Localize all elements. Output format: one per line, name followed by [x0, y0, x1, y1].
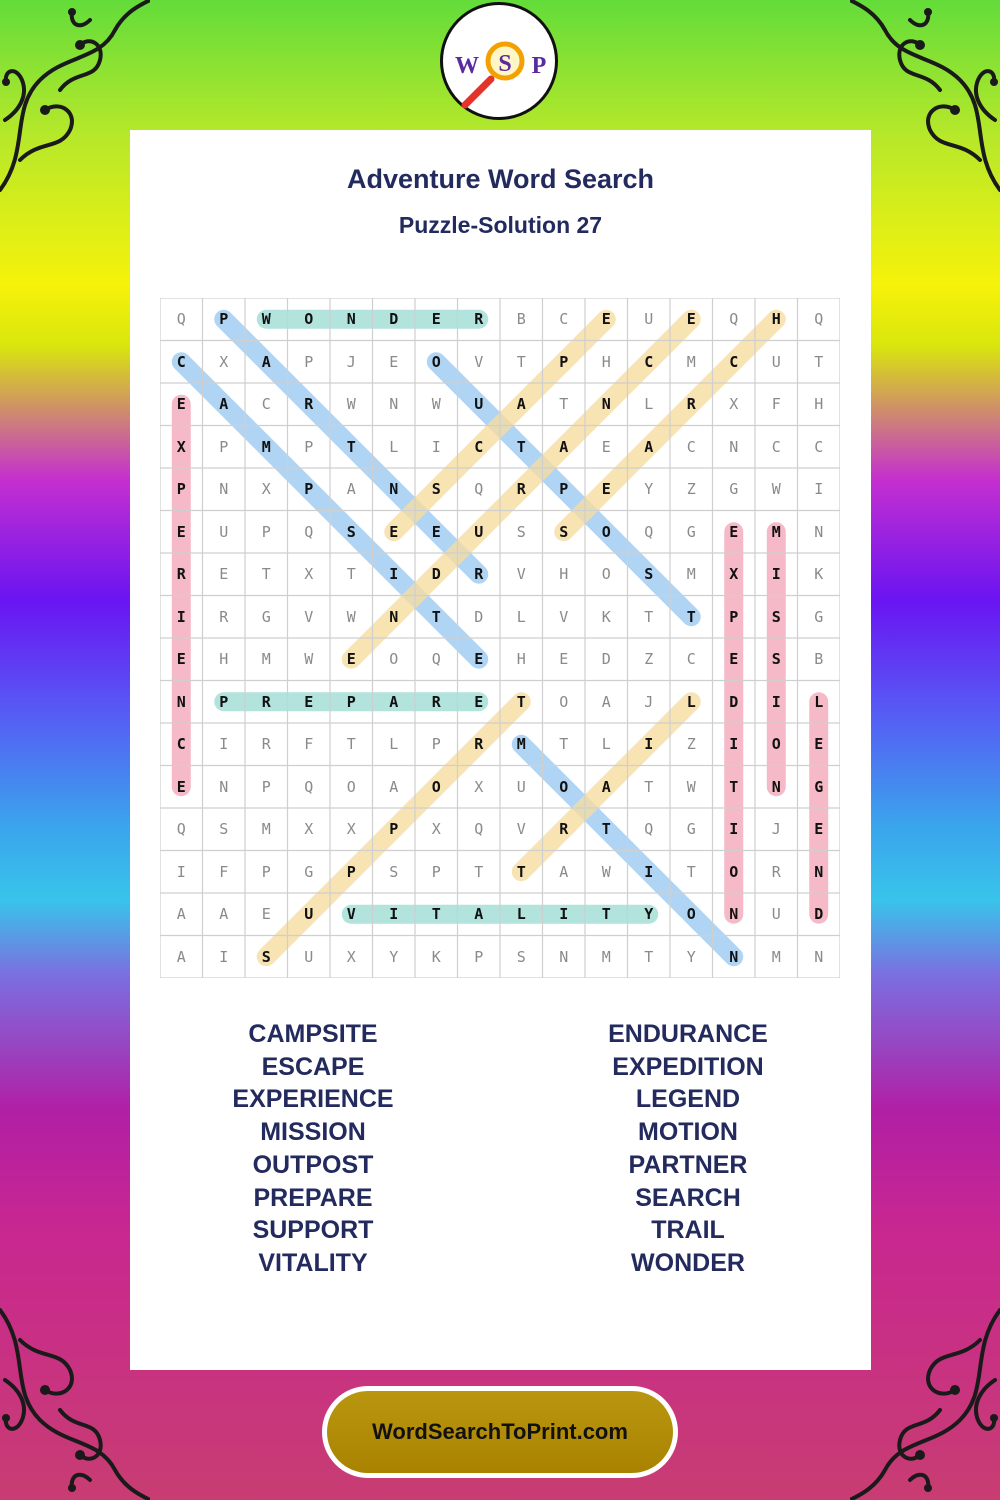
- grid-cell[interactable]: G: [729, 480, 739, 499]
- grid-cell[interactable]: E: [814, 735, 824, 754]
- grid-cell[interactable]: L: [389, 437, 399, 456]
- grid-cell[interactable]: P: [559, 480, 569, 499]
- grid-cell[interactable]: S: [771, 650, 781, 669]
- grid-cell[interactable]: B: [814, 650, 824, 669]
- grid-cell[interactable]: R: [474, 565, 484, 584]
- grid-cell[interactable]: Q: [176, 820, 186, 839]
- grid-cell[interactable]: E: [729, 650, 739, 669]
- grid-cell[interactable]: W: [686, 777, 696, 796]
- grid-cell[interactable]: S: [431, 480, 441, 499]
- grid-cell[interactable]: I: [219, 947, 229, 966]
- grid-cell[interactable]: R: [771, 862, 781, 881]
- grid-cell[interactable]: P: [431, 735, 441, 754]
- grid-cell[interactable]: C: [176, 735, 186, 754]
- grid-cell[interactable]: V: [304, 607, 314, 626]
- grid-cell[interactable]: U: [771, 352, 781, 371]
- grid-cell[interactable]: D: [474, 607, 484, 626]
- corner-ornament-top-left: [0, 0, 150, 210]
- grid-cell[interactable]: S: [559, 522, 569, 541]
- grid-cell[interactable]: P: [219, 692, 229, 711]
- grid-cell[interactable]: C: [686, 437, 696, 456]
- grid-cell[interactable]: N: [814, 947, 824, 966]
- grid-cell[interactable]: Q: [814, 310, 824, 329]
- grid-cell[interactable]: R: [304, 395, 314, 414]
- grid-cell[interactable]: W: [346, 395, 356, 414]
- logo-letter-p: P: [531, 53, 547, 79]
- grid-cell[interactable]: O: [389, 650, 399, 669]
- grid-cell[interactable]: C: [686, 650, 696, 669]
- grid-cell[interactable]: V: [516, 565, 526, 584]
- puzzle-card: [130, 130, 871, 1370]
- grid-cell[interactable]: N: [729, 437, 739, 456]
- corner-ornament-top-right: [850, 0, 1000, 210]
- grid-cell[interactable]: P: [474, 947, 484, 966]
- grid-cell[interactable]: K: [814, 565, 824, 584]
- grid-cell[interactable]: E: [474, 692, 484, 711]
- word-list-item: VITALITY: [258, 1248, 368, 1277]
- grid-cell[interactable]: N: [219, 480, 229, 499]
- grid-cell[interactable]: X: [431, 820, 441, 839]
- grid-cell[interactable]: H: [814, 395, 824, 414]
- grid-cell[interactable]: G: [686, 522, 696, 541]
- grid-cell[interactable]: R: [219, 607, 229, 626]
- grid-cell[interactable]: A: [176, 905, 186, 924]
- grid-cell[interactable]: X: [176, 437, 186, 456]
- grid-cell[interactable]: O: [431, 777, 441, 796]
- grid-cell[interactable]: F: [771, 395, 781, 414]
- grid-cell[interactable]: A: [389, 777, 399, 796]
- word-list-item: LEGEND: [635, 1085, 741, 1114]
- word-list-item: PARTNER: [628, 1150, 748, 1179]
- grid-cell[interactable]: U: [219, 522, 229, 541]
- grid-cell[interactable]: I: [389, 905, 399, 924]
- grid-cell[interactable]: N: [389, 607, 399, 626]
- grid-cell[interactable]: A: [559, 862, 569, 881]
- grid-cell[interactable]: X: [729, 395, 739, 414]
- grid-cell[interactable]: T: [644, 607, 654, 626]
- grid-cell[interactable]: V: [559, 607, 569, 626]
- grid-cell[interactable]: P: [559, 352, 569, 371]
- grid-cell[interactable]: E: [474, 650, 484, 669]
- grid-cell[interactable]: Q: [431, 650, 441, 669]
- grid-cell[interactable]: T: [516, 692, 526, 711]
- grid-cell[interactable]: E: [219, 565, 229, 584]
- grid-cell[interactable]: C: [729, 352, 739, 371]
- grid-cell[interactable]: S: [219, 820, 229, 839]
- grid-cell[interactable]: R: [176, 565, 186, 584]
- grid-cell[interactable]: O: [431, 352, 441, 371]
- grid-cell[interactable]: O: [686, 905, 696, 924]
- grid-cell[interactable]: W: [431, 395, 441, 414]
- grid-cell[interactable]: O: [601, 522, 611, 541]
- grid-cell[interactable]: T: [474, 862, 484, 881]
- grid-cell[interactable]: M: [516, 735, 526, 754]
- grid-cell[interactable]: T: [431, 607, 441, 626]
- word-list-item: SUPPORT: [252, 1216, 374, 1245]
- grid-cell[interactable]: W: [304, 650, 314, 669]
- grid-cell[interactable]: I: [644, 862, 654, 881]
- grid-cell[interactable]: E: [304, 692, 314, 711]
- grid-cell[interactable]: X: [261, 480, 271, 499]
- grid-cell[interactable]: M: [601, 947, 611, 966]
- grid-cell[interactable]: C: [814, 437, 824, 456]
- grid-cell[interactable]: G: [814, 607, 824, 626]
- grid-cell[interactable]: W: [601, 862, 611, 881]
- page-title: Adventure Word Search: [346, 164, 655, 194]
- grid-cell[interactable]: D: [601, 650, 611, 669]
- grid-cell[interactable]: Q: [304, 777, 314, 796]
- grid-cell[interactable]: Y: [644, 480, 654, 499]
- grid-cell[interactable]: P: [304, 437, 314, 456]
- grid-cell[interactable]: D: [389, 310, 399, 329]
- grid-cell[interactable]: X: [304, 565, 314, 584]
- grid-cell[interactable]: E: [601, 310, 611, 329]
- grid-cell[interactable]: I: [389, 565, 399, 584]
- grid-cell[interactable]: R: [559, 820, 569, 839]
- corner-ornament-bottom-right: [850, 1290, 1000, 1500]
- grid-cell[interactable]: T: [686, 607, 696, 626]
- grid-cell[interactable]: I: [559, 905, 569, 924]
- grid-cell[interactable]: A: [219, 905, 229, 924]
- grid-cell[interactable]: L: [814, 692, 824, 711]
- grid-cell[interactable]: P: [261, 522, 271, 541]
- grid-cell[interactable]: O: [729, 862, 739, 881]
- grid-cell[interactable]: I: [771, 565, 781, 584]
- grid-cell[interactable]: E: [601, 480, 611, 499]
- grid-cell[interactable]: E: [431, 522, 441, 541]
- grid-cell[interactable]: O: [559, 777, 569, 796]
- grid-cell[interactable]: A: [559, 437, 569, 456]
- grid-cell[interactable]: E: [559, 650, 569, 669]
- grid-cell[interactable]: E: [431, 310, 441, 329]
- grid-cell[interactable]: S: [516, 522, 526, 541]
- grid-cell[interactable]: G: [261, 607, 271, 626]
- grid-cell[interactable]: U: [304, 905, 314, 924]
- grid-cell[interactable]: T: [729, 777, 739, 796]
- grid-cell[interactable]: R: [474, 310, 484, 329]
- grid-cell[interactable]: P: [346, 692, 356, 711]
- grid-cell[interactable]: X: [729, 565, 739, 584]
- grid-cell[interactable]: W: [771, 480, 781, 499]
- grid-cell[interactable]: R: [261, 735, 271, 754]
- grid-cell[interactable]: T: [346, 437, 356, 456]
- grid-cell[interactable]: Q: [474, 820, 484, 839]
- grid-cell[interactable]: N: [389, 395, 399, 414]
- grid-cell[interactable]: R: [431, 692, 441, 711]
- grid-cell[interactable]: N: [389, 480, 399, 499]
- grid-cell[interactable]: N: [729, 905, 739, 924]
- grid-cell[interactable]: S: [771, 607, 781, 626]
- site-banner[interactable]: [322, 1386, 678, 1478]
- grid-cell[interactable]: A: [346, 480, 356, 499]
- grid-cell[interactable]: T: [559, 395, 569, 414]
- grid-cell[interactable]: N: [346, 310, 356, 329]
- logo-letter-w: W: [455, 53, 479, 79]
- grid-cell[interactable]: G: [814, 777, 824, 796]
- page-subtitle: Puzzle-Solution 27: [398, 212, 603, 238]
- grid-cell[interactable]: E: [176, 777, 186, 796]
- grid-cell[interactable]: W: [346, 607, 356, 626]
- grid-cell[interactable]: T: [516, 437, 526, 456]
- grid-cell[interactable]: S: [389, 862, 399, 881]
- grid-cell[interactable]: R: [686, 395, 696, 414]
- grid-cell[interactable]: E: [814, 820, 824, 839]
- grid-cell[interactable]: I: [771, 692, 781, 711]
- grid-cell[interactable]: S: [261, 947, 271, 966]
- magnifier-handle-icon: [465, 79, 491, 105]
- grid-cell[interactable]: V: [346, 905, 356, 924]
- grid-cell[interactable]: C: [644, 352, 654, 371]
- grid-cell[interactable]: Y: [686, 947, 696, 966]
- grid-cell[interactable]: Q: [644, 820, 654, 839]
- grid-cell[interactable]: E: [176, 395, 186, 414]
- grid-cell[interactable]: D: [814, 905, 824, 924]
- grid-cell[interactable]: A: [601, 777, 611, 796]
- grid-cell[interactable]: A: [644, 437, 654, 456]
- grid-cell[interactable]: P: [304, 480, 314, 499]
- grid-cell[interactable]: T: [346, 735, 356, 754]
- grid-cell[interactable]: C: [176, 352, 186, 371]
- grid-cell[interactable]: M: [261, 437, 271, 456]
- grid-cell[interactable]: H: [771, 310, 781, 329]
- grid-cell[interactable]: L: [644, 395, 654, 414]
- grid-cell[interactable]: H: [516, 650, 526, 669]
- word-list-item: SEARCH: [635, 1183, 741, 1212]
- grid-cell[interactable]: Q: [474, 480, 484, 499]
- grid-cell[interactable]: P: [729, 607, 739, 626]
- grid-cell[interactable]: T: [644, 777, 654, 796]
- grid-cell[interactable]: N: [814, 862, 824, 881]
- grid-cell[interactable]: B: [516, 310, 526, 329]
- grid-cell[interactable]: P: [219, 437, 229, 456]
- grid-cell[interactable]: X: [346, 820, 356, 839]
- grid-cell[interactable]: T: [261, 565, 271, 584]
- grid-cell[interactable]: Q: [729, 310, 739, 329]
- grid-cell[interactable]: E: [686, 310, 696, 329]
- grid-cell[interactable]: I: [729, 820, 739, 839]
- grid-cell[interactable]: T: [686, 862, 696, 881]
- grid-cell[interactable]: E: [389, 352, 399, 371]
- grid-cell[interactable]: A: [261, 352, 271, 371]
- grid-cell[interactable]: P: [346, 862, 356, 881]
- grid-cell[interactable]: R: [474, 735, 484, 754]
- grid-cell[interactable]: Z: [644, 650, 654, 669]
- grid-cell[interactable]: K: [601, 607, 611, 626]
- grid-cell[interactable]: E: [176, 650, 186, 669]
- grid-cell[interactable]: G: [304, 862, 314, 881]
- word-list-item: OUTPOST: [252, 1150, 374, 1179]
- grid-cell[interactable]: U: [474, 522, 484, 541]
- grid-cell[interactable]: C: [559, 310, 569, 329]
- word-list-item: ESCAPE: [261, 1052, 365, 1081]
- grid-cell[interactable]: N: [771, 777, 781, 796]
- grid-cell[interactable]: Q: [644, 522, 654, 541]
- grid-cell[interactable]: C: [261, 395, 271, 414]
- grid-cell[interactable]: E: [389, 522, 399, 541]
- grid-cell[interactable]: F: [304, 735, 314, 754]
- grid-cell[interactable]: I: [729, 735, 739, 754]
- grid-cell[interactable]: I: [219, 735, 229, 754]
- grid-cell[interactable]: O: [601, 565, 611, 584]
- grid-cell[interactable]: M: [686, 352, 696, 371]
- grid-cell[interactable]: M: [261, 650, 271, 669]
- grid-cell[interactable]: O: [559, 692, 569, 711]
- wsp-logo[interactable]: [440, 2, 558, 120]
- grid-cell[interactable]: H: [219, 650, 229, 669]
- corner-ornament-bottom-left: [0, 1290, 150, 1500]
- grid-cell[interactable]: C: [771, 437, 781, 456]
- word-list-item: MOTION: [638, 1118, 738, 1147]
- grid-cell[interactable]: C: [474, 437, 484, 456]
- grid-cell[interactable]: R: [516, 480, 526, 499]
- grid-cell[interactable]: F: [219, 862, 229, 881]
- grid-cell[interactable]: N: [176, 692, 186, 711]
- grid-cell[interactable]: J: [644, 692, 654, 711]
- grid-cell[interactable]: E: [261, 905, 271, 924]
- grid-cell[interactable]: S: [516, 947, 526, 966]
- grid-cell[interactable]: U: [771, 905, 781, 924]
- grid-cell[interactable]: I: [176, 862, 186, 881]
- grid-cell[interactable]: J: [346, 352, 356, 371]
- grid-cell[interactable]: U: [516, 777, 526, 796]
- grid-cell[interactable]: O: [304, 310, 314, 329]
- grid-cell[interactable]: O: [771, 735, 781, 754]
- grid-cell[interactable]: T: [431, 905, 441, 924]
- grid-cell[interactable]: Z: [686, 480, 696, 499]
- grid-cell[interactable]: S: [644, 565, 654, 584]
- word-list-item: TRAIL: [651, 1216, 725, 1245]
- grid-cell[interactable]: M: [686, 565, 696, 584]
- grid-cell[interactable]: Y: [644, 905, 654, 924]
- word-list-item: PREPARE: [253, 1183, 373, 1212]
- grid-cell[interactable]: R: [261, 692, 271, 711]
- grid-cell[interactable]: V: [516, 820, 526, 839]
- grid-cell[interactable]: X: [346, 947, 356, 966]
- grid-cell[interactable]: O: [346, 777, 356, 796]
- grid-cell[interactable]: X: [219, 352, 229, 371]
- grid-cell[interactable]: E: [346, 650, 356, 669]
- grid-cell[interactable]: N: [601, 395, 611, 414]
- grid-cell[interactable]: P: [219, 310, 229, 329]
- grid-cell[interactable]: T: [559, 735, 569, 754]
- word-list-item: EXPEDITION: [612, 1052, 764, 1081]
- grid-cell[interactable]: P: [176, 480, 186, 499]
- grid-cell[interactable]: A: [516, 395, 526, 414]
- grid-cell[interactable]: N: [814, 522, 824, 541]
- grid-cell[interactable]: M: [261, 820, 271, 839]
- grid-cell[interactable]: P: [304, 352, 314, 371]
- grid-cell[interactable]: T: [516, 862, 526, 881]
- word-search-grid: [160, 298, 840, 978]
- grid-cell[interactable]: A: [389, 692, 399, 711]
- grid-cell[interactable]: H: [601, 352, 611, 371]
- grid-cell[interactable]: L: [601, 735, 611, 754]
- word-list-item: CAMPSITE: [248, 1020, 378, 1048]
- grid-cell[interactable]: P: [261, 777, 271, 796]
- grid-cell[interactable]: E: [601, 437, 611, 456]
- grid-cell[interactable]: T: [814, 352, 824, 371]
- grid-cell[interactable]: P: [431, 862, 441, 881]
- grid-cell[interactable]: X: [474, 777, 484, 796]
- grid-cell[interactable]: H: [559, 565, 569, 584]
- grid-cell[interactable]: Q: [176, 310, 186, 329]
- grid-cell[interactable]: M: [771, 522, 781, 541]
- grid-cell[interactable]: L: [389, 735, 399, 754]
- grid-cell[interactable]: W: [261, 310, 271, 329]
- grid-cell[interactable]: P: [389, 820, 399, 839]
- word-list-left: [128, 1018, 498, 1280]
- logo-letter-s: S: [498, 51, 512, 77]
- grid-cell[interactable]: X: [304, 820, 314, 839]
- grid-cell[interactable]: D: [431, 565, 441, 584]
- grid-cell[interactable]: Y: [389, 947, 399, 966]
- grid-cell[interactable]: A: [219, 395, 229, 414]
- grid-cell[interactable]: A: [601, 692, 611, 711]
- grid-cell[interactable]: E: [176, 522, 186, 541]
- grid-cell[interactable]: L: [516, 607, 526, 626]
- grid-cell[interactable]: V: [474, 352, 484, 371]
- grid-cell[interactable]: L: [686, 692, 696, 711]
- grid-cell[interactable]: I: [814, 480, 824, 499]
- grid-cell[interactable]: L: [516, 905, 526, 924]
- grid-cell[interactable]: N: [729, 947, 739, 966]
- word-list-item: MISSION: [260, 1118, 366, 1147]
- grid-cell[interactable]: U: [304, 947, 314, 966]
- grid-cell[interactable]: Z: [686, 735, 696, 754]
- word-list-item: EXPERIENCE: [232, 1085, 394, 1114]
- grid-cell[interactable]: I: [176, 607, 186, 626]
- grid-cell[interactable]: Q: [304, 522, 314, 541]
- grid-cell[interactable]: D: [729, 692, 739, 711]
- grid-cell[interactable]: U: [474, 395, 484, 414]
- grid-cell[interactable]: P: [261, 862, 271, 881]
- grid-cell[interactable]: K: [431, 947, 441, 966]
- word-list-item: ENDURANCE: [608, 1020, 768, 1048]
- grid-cell[interactable]: T: [346, 565, 356, 584]
- grid-cell[interactable]: S: [346, 522, 356, 541]
- grid-cell[interactable]: T: [644, 947, 654, 966]
- grid-cell[interactable]: N: [219, 777, 229, 796]
- grid-cell[interactable]: G: [686, 820, 696, 839]
- grid-cell[interactable]: N: [559, 947, 569, 966]
- grid-cell[interactable]: U: [644, 310, 654, 329]
- grid-cell[interactable]: A: [176, 947, 186, 966]
- grid-cell[interactable]: T: [516, 352, 526, 371]
- grid-cell[interactable]: A: [474, 905, 484, 924]
- word-list-right: [503, 1018, 873, 1280]
- site-banner-label[interactable]: WordSearchToPrint.com: [327, 1391, 673, 1473]
- grid-cell[interactable]: T: [601, 905, 611, 924]
- grid-cell[interactable]: M: [771, 947, 781, 966]
- grid-cell[interactable]: T: [601, 820, 611, 839]
- grid-cell[interactable]: J: [771, 820, 781, 839]
- grid-cell[interactable]: I: [431, 437, 441, 456]
- grid-cell[interactable]: I: [644, 735, 654, 754]
- word-list-item: WONDER: [631, 1248, 745, 1277]
- grid-cell[interactable]: E: [729, 522, 739, 541]
